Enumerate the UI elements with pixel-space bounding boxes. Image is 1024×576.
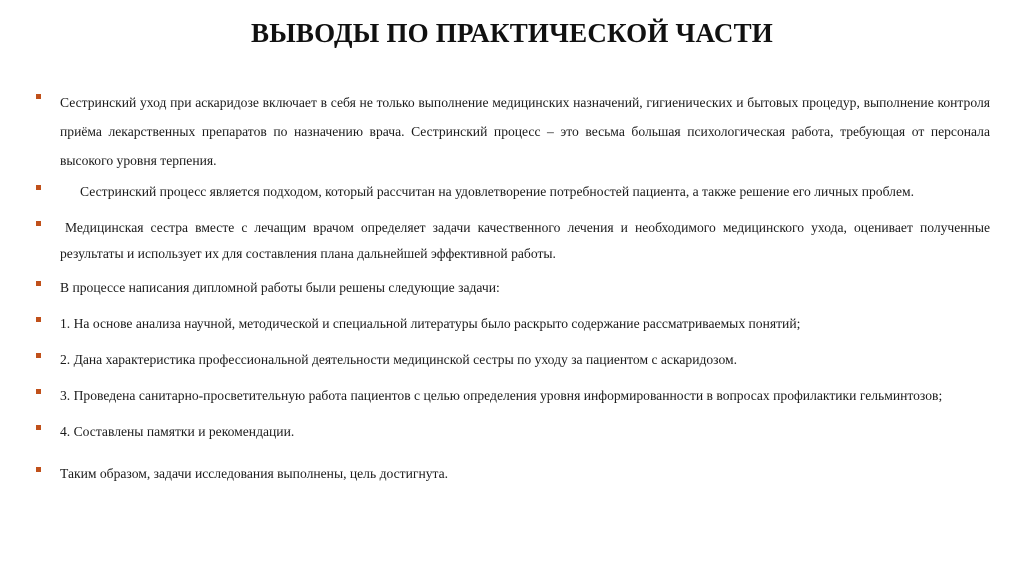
list-item-text: 4. Составлены памятки и рекомендации. — [60, 424, 295, 439]
list-item-text: Медицинская сестра вместе с лечащим врачом определяет задачи качественного лечения и необходимого медицинского ухода, оценивает полученные результаты и использует их для составления плана дальнейшей эффективной работы. — [60, 220, 990, 261]
square-bullet-icon — [36, 94, 41, 99]
list-item — [34, 419, 990, 445]
slide-title: ВЫВОДЫ ПО ПРАКТИЧЕСКОЙ ЧАСТИ — [251, 18, 773, 48]
square-bullet-icon — [36, 185, 41, 190]
list-item-text: Сестринский процесс является подходом, который рассчитан на удовлетворение потребностей пациента, а также решение его личных проблем. — [80, 184, 914, 199]
square-bullet-icon — [36, 221, 41, 226]
list-item-text: В процессе написания дипломной работы были решены следующие задачи: — [60, 280, 500, 295]
list-item — [34, 311, 990, 337]
list-item-text: 2. Дана характеристика профессиональной деятельности медицинской сестры по уходу за пациентом с аскаридозом. — [60, 352, 738, 367]
list-item — [34, 461, 990, 487]
list-item — [34, 275, 990, 301]
list-item-text: 1. На основе анализа научной, методической и специальной литературы было раскрыто содержание рассматриваемых понятий; — [60, 316, 801, 331]
list-item — [34, 347, 990, 373]
list-item — [34, 179, 990, 205]
conclusions-list — [34, 88, 990, 487]
list-item — [34, 383, 990, 409]
square-bullet-icon — [36, 317, 41, 322]
square-bullet-icon — [36, 467, 41, 472]
list-item — [34, 88, 990, 175]
square-bullet-icon — [36, 425, 41, 430]
list-item-text: Сестринский уход при аскаридозе включает в себя не только выполнение медицинских назначений, гигиенических и бытовых процедур, выполнение контроля приёма лекарственных препаратов по назначению врача. Сестринский процесс – это весьма большая психологическая работа, требующая от персонала высокого уровня терпения. — [60, 95, 990, 168]
square-bullet-icon — [36, 353, 41, 358]
list-item-text: 3. Проведена санитарно-просветительную работа пациентов с целью определения уровня информированности в вопросах профилактики гельминтозов; — [60, 388, 943, 403]
list-item-text: Таким образом, задачи исследования выполнены, цель достигнута. — [60, 466, 449, 481]
list-item — [34, 215, 990, 267]
square-bullet-icon — [36, 281, 41, 286]
square-bullet-icon — [36, 389, 41, 394]
